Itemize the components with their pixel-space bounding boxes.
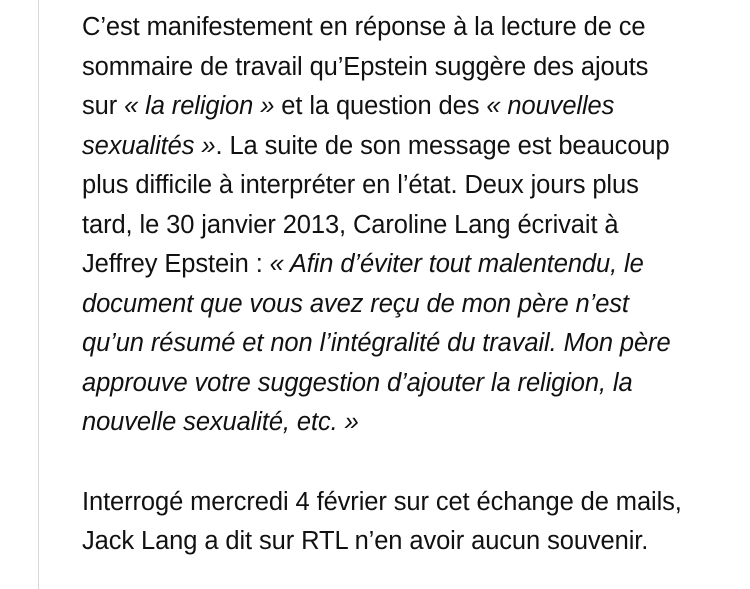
article-body (82, 8, 682, 562)
left-margin-rule (38, 0, 39, 589)
paragraph-1-run-3: « nouvelles sexualités » (82, 92, 615, 160)
paragraph-1 (82, 8, 682, 443)
paragraph-1-run-2: et la question des (274, 92, 487, 120)
paragraph-2 (82, 483, 682, 562)
paragraph-1-run-0: C’est manifestement en réponse à la lecture de ce sommaire de travail qu’Epstein suggère des ajouts sur (82, 13, 649, 120)
paragraph-1-run-5: « Afin d’éviter tout malentendu, le document que vous avez reçu de mon père n’est qu’un résumé et non l’intégralité du travail. Mon père approuve votre suggestion d’ajouter la religion, la nouvelle sexualité, etc. » (82, 250, 671, 436)
paragraph-1-run-4: . La suite de son message est beaucoup plus difficile à interpréter en l’état. Deux jours plus tard, le 30 janvier 2013, Caroline Lang écrivait à Jeffrey Epstein : (82, 131, 670, 278)
paragraph-2-run-0: Interrogé mercredi 4 février sur cet échange de mails, Jack Lang a dit sur RTL n’en avoir aucun souvenir. (82, 487, 682, 555)
paragraph-1-run-1: « la religion » (124, 92, 275, 120)
